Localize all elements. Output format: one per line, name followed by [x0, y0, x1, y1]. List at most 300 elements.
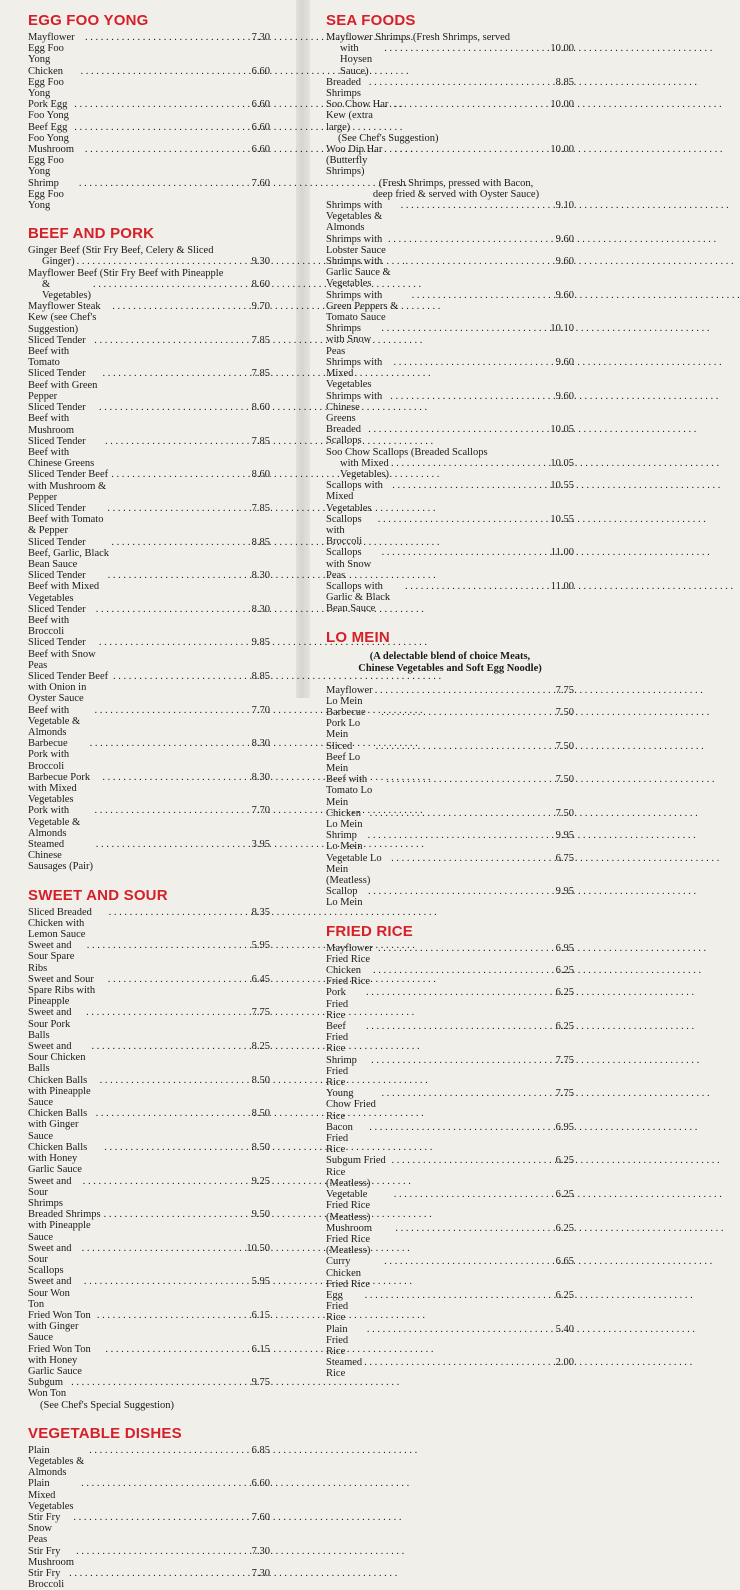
- menu-item: [326, 830, 574, 852]
- menu-item-name: Mushroom Egg Foo Yong: [28, 144, 75, 178]
- leader-dots: [364, 1357, 553, 1368]
- leader-dots: [376, 741, 554, 752]
- menu-item-price: 7.85: [251, 435, 270, 447]
- leader-dots: [74, 122, 249, 133]
- menu-item-name: Sliced Tender Beef with Tomato & Pepper: [28, 502, 104, 537]
- menu-item: [326, 774, 574, 808]
- leader-dots: [74, 99, 249, 110]
- menu-item: [28, 1007, 270, 1041]
- menu-item: [28, 1512, 270, 1546]
- menu-item-name: Curry Chicken Fried Rice: [326, 1256, 371, 1290]
- menu-item-name: Fried Won Ton with Ginger Sauce: [28, 1309, 91, 1344]
- menu-item-price: 10.10: [550, 323, 574, 335]
- leader-dots: [105, 1344, 249, 1355]
- leader-dots: [392, 480, 548, 491]
- menu-item-price: 8.35: [251, 906, 270, 918]
- menu-item: [326, 447, 574, 481]
- menu-item-price: 9.95: [555, 830, 574, 842]
- menu-item-name: Scallops with Garlic & Black Bean Sauce: [326, 580, 391, 615]
- section-sea-foods: [326, 12, 574, 615]
- menu-item-price: 6.60: [251, 1478, 270, 1490]
- menu-item: [28, 1445, 270, 1479]
- menu-item-price: 8.60: [251, 469, 270, 481]
- menu-item-name: Shrimps with Garlic Sauce & Vegetables: [326, 256, 391, 290]
- leader-dots: [104, 1142, 249, 1153]
- menu-item-price: 6.25: [555, 1222, 574, 1234]
- menu-item: [28, 1176, 270, 1210]
- menu-item-price: 10.05: [550, 424, 574, 436]
- section-title: SWEET AND SOUR: [28, 886, 168, 904]
- menu-item: [326, 685, 574, 707]
- leader-dots: [412, 290, 554, 301]
- menu-item-price: 7.75: [555, 684, 574, 696]
- menu-item: [326, 424, 574, 446]
- leader-dots: [94, 805, 249, 816]
- leader-dots: [94, 705, 249, 716]
- leader-dots: [405, 256, 553, 267]
- menu-item: [28, 469, 270, 503]
- menu-item-name: Ginger Beef (Stir Fry Beef, Celery & Sliced: [28, 245, 214, 257]
- menu-item-name: Shrimps with Green Peppers & Tomato Sauce: [326, 289, 399, 324]
- menu-item: [28, 122, 270, 144]
- menu-item: [326, 987, 574, 1021]
- menu-item: [28, 368, 270, 402]
- menu-item-price: 9.10: [555, 200, 574, 212]
- menu-item: [326, 200, 574, 234]
- menu-item-price: 7.30: [251, 1568, 270, 1579]
- menu-item-price: 6.25: [555, 987, 574, 999]
- menu-item-name: Breaded Shrimps with Pineapple Sauce: [28, 1209, 101, 1243]
- leader-dots: [99, 402, 250, 413]
- menu-item-price: 10.55: [550, 480, 574, 492]
- menu-item-price: 9.60: [555, 233, 574, 245]
- menu-item: [28, 1568, 270, 1590]
- leader-dots: [102, 368, 249, 379]
- leader-dots: [105, 436, 250, 447]
- menu-item-price: 8.50: [251, 1074, 270, 1086]
- leader-dots: [405, 581, 549, 592]
- menu-item-name: Sliced Tender Beef with Mixed Vegetables: [28, 570, 100, 604]
- menu-item-price: 3.95: [251, 839, 270, 851]
- menu-item-price: 7.70: [251, 805, 270, 817]
- menu-item-price: 9.85: [251, 637, 270, 649]
- leader-dots: [71, 1377, 249, 1388]
- menu-item: [326, 391, 574, 425]
- menu-item: [28, 1344, 270, 1378]
- leader-dots: [381, 1088, 553, 1099]
- menu-item-name-cont: with Hoysen Sauce): [340, 43, 373, 77]
- menu-item: [326, 77, 574, 99]
- menu-item: [28, 1041, 270, 1075]
- menu-item-price: 7.50: [555, 774, 574, 786]
- menu-item-price: 8.50: [251, 1141, 270, 1153]
- menu-item: [28, 1243, 270, 1277]
- section-egg-foo-yong: [28, 12, 270, 211]
- menu-item: [326, 1223, 574, 1257]
- leader-dots: [73, 1512, 249, 1523]
- menu-item-name-cont: & Vegetables): [42, 278, 91, 302]
- menu-item-name: Sliced Tender Beef with Broccoli: [28, 603, 86, 638]
- leader-dots: [394, 144, 548, 155]
- menu-item: [28, 805, 270, 839]
- menu-item: [326, 1357, 574, 1379]
- leader-dots: [113, 671, 250, 682]
- menu-item-price: 7.85: [251, 502, 270, 514]
- section-sweet-and-sour: [28, 887, 270, 1411]
- menu-item-name: Shrimps with Mixed Vegetables: [326, 356, 383, 391]
- menu-item-name: Shrimps with Lobster Sauce: [326, 233, 386, 256]
- menu-item: [326, 547, 574, 581]
- menu-item-name: Subgum Won Ton: [28, 1377, 67, 1400]
- menu-item: [28, 940, 270, 974]
- menu-item-name: Woo Dip Har (Butterfly Shrimps): [326, 144, 383, 178]
- menu-item: [326, 32, 574, 77]
- menu-item: [326, 853, 574, 887]
- menu-item: [28, 637, 270, 671]
- menu-item-name: Breaded Shrimps: [326, 76, 362, 100]
- menu-item-price: 11.00: [550, 580, 574, 592]
- leader-dots: [368, 424, 548, 435]
- menu-item-name: Pork Fried Rice: [326, 987, 349, 1021]
- menu-item: [28, 974, 270, 1008]
- menu-item: [28, 402, 270, 436]
- leader-dots: [82, 1243, 245, 1254]
- menu-item-price: 5.95: [251, 940, 270, 952]
- menu-item-name: Subgum Fried Rice (Meatless): [326, 1155, 386, 1189]
- menu-item-name: Sliced Breaded Chicken with Lemon Sauce: [28, 906, 92, 941]
- leader-dots: [381, 323, 548, 334]
- menu-item-name: Barbecue Pork with Mixed Vegetables: [28, 771, 91, 806]
- menu-item-name: Vegetable Fried Rice (Meatless): [326, 1189, 371, 1223]
- leader-dots: [386, 774, 553, 785]
- menu-item-price: 8.85: [251, 536, 270, 548]
- leader-dots: [384, 1256, 553, 1267]
- menu-item-price: 5.40: [555, 1323, 574, 1335]
- menu-item: [28, 570, 270, 604]
- menu-item: [326, 965, 574, 987]
- menu-item: [326, 1122, 574, 1156]
- menu-item-price: 5.95: [251, 1276, 270, 1288]
- leader-dots: [378, 514, 549, 525]
- menu-item: [326, 514, 574, 548]
- menu-item-name: Sweet and Sour Pork Balls: [28, 1007, 72, 1041]
- menu-item: [28, 604, 270, 638]
- menu-item-price: 10.05: [550, 457, 574, 469]
- note-line: (A delectable blend of choice Meats,: [369, 650, 531, 662]
- menu-item-note: (Fresh Shrimps, pressed with Bacon,: [378, 177, 534, 189]
- leader-dots: [85, 144, 250, 155]
- menu-item-name: Sliced Tender Beef with Snow Peas: [28, 637, 96, 671]
- menu-item-price: 7.50: [555, 807, 574, 819]
- leader-dots: [111, 537, 249, 548]
- menu-item-name: Plain Fried Rice: [326, 1323, 349, 1357]
- leader-dots: [92, 1041, 250, 1052]
- menu-item: [28, 1108, 270, 1142]
- menu-item: [28, 537, 270, 571]
- menu-item: [326, 256, 574, 290]
- leader-dots: [96, 839, 250, 850]
- section-title: SEA FOODS: [326, 12, 416, 29]
- menu-item-price: 7.50: [555, 740, 574, 752]
- leader-dots: [104, 1209, 250, 1220]
- leader-dots: [69, 1568, 249, 1579]
- menu-item-name-cont: with Mixed Vegetables): [340, 457, 389, 480]
- menu-item-name: Plain Vegetables & Almonds: [28, 1444, 85, 1479]
- menu-item-price: 9.25: [251, 1175, 270, 1187]
- menu-item-price: 6.60: [251, 99, 270, 111]
- section-title: FRIED RICE: [326, 922, 414, 940]
- menu-item: [28, 268, 270, 302]
- menu-item-price: 9.60: [555, 256, 574, 268]
- menu-item-name: Shrimps with Chinese Greens: [326, 390, 383, 424]
- menu-item: [326, 1155, 574, 1189]
- menu-item-name: Mayflower Shrimps (Fresh Shrimps, served: [326, 32, 511, 43]
- menu-item-price: 9.60: [555, 356, 574, 368]
- menu-item-name: Soo Chow Har Kew (extra large): [326, 99, 389, 133]
- menu-item-price: 9.70: [251, 301, 270, 313]
- leader-dots: [99, 637, 250, 648]
- menu-item-name: Mayflower Beef (Stir Fry Beef with Pineapple: [28, 267, 224, 279]
- menu-item-name: Scallops with Broccoli: [326, 513, 363, 548]
- menu-item: [326, 480, 574, 514]
- leader-dots: [93, 279, 250, 290]
- menu-item: [326, 886, 574, 908]
- menu-item: [326, 1290, 574, 1324]
- menu-item-price: 7.60: [251, 177, 270, 189]
- menu-item-price: 8.30: [251, 570, 270, 582]
- menu-item-price: 8.60: [251, 402, 270, 414]
- menu-item-price: 9.60: [555, 289, 574, 301]
- menu-item-price: 6.60: [251, 65, 270, 77]
- note-line: Chinese Vegetables and Soft Egg Noodle): [358, 662, 542, 674]
- menu-item-price: 6.25: [555, 1155, 574, 1167]
- menu-item-name: Stir Fry Mushroom: [28, 1545, 75, 1568]
- section-lo-mein: [326, 629, 574, 909]
- leader-dots: [96, 604, 250, 615]
- leader-dots: [79, 178, 250, 189]
- menu-item-price: 8.60: [251, 278, 270, 290]
- menu-item-name: Chicken Balls with Honey Garlic Sauce: [28, 1141, 88, 1176]
- menu-item: [326, 290, 574, 324]
- menu-item-name: Mayflower Egg Foo Yong: [28, 32, 75, 66]
- menu-item-name: Mayflower Lo Mein: [326, 684, 373, 707]
- menu-item: [28, 671, 270, 705]
- menu-item-price: 8.85: [251, 670, 270, 682]
- menu-item-price: 8.30: [251, 771, 270, 783]
- leader-dots: [370, 808, 554, 819]
- menu-item-price: 7.75: [555, 1054, 574, 1066]
- menu-item-price: 7.75: [251, 1007, 270, 1019]
- menu-item-name: Barbecue Pork with Broccoli: [28, 738, 70, 772]
- menu-item-name: Bacon Fried Rice: [326, 1121, 353, 1156]
- leader-dots: [382, 547, 549, 558]
- leader-dots: [97, 1310, 250, 1321]
- menu-item-name: Fried Won Ton with Honey Garlic Sauce: [28, 1343, 91, 1377]
- menu-item-price: 6.25: [555, 965, 574, 977]
- menu-item-name: Steamed Rice: [326, 1357, 363, 1380]
- menu-item-price: 6.75: [555, 852, 574, 864]
- menu-item: [326, 943, 574, 965]
- menu-item-price: 8.50: [251, 1108, 270, 1120]
- menu-item-name: Breaded Scallops: [326, 424, 362, 447]
- menu-item-name: Young Chow Fried Rice: [326, 1088, 376, 1122]
- menu-item-name: Beef Fried Rice: [326, 1021, 349, 1055]
- menu-item: [326, 323, 574, 357]
- menu-item: [28, 32, 270, 66]
- menu-item-price: 9.95: [555, 886, 574, 898]
- menu-item-price: 6.25: [555, 1189, 574, 1201]
- menu-item: [28, 738, 270, 772]
- menu-item-price: 8.25: [251, 1041, 270, 1053]
- leader-dots: [388, 234, 554, 245]
- menu-item-price: 10.50: [246, 1242, 270, 1254]
- menu-item: [28, 436, 270, 470]
- leader-dots: [371, 1055, 553, 1066]
- menu-item: [28, 1310, 270, 1344]
- menu-item-price: 11.00: [550, 547, 574, 559]
- menu-item-name: Scallops with Snow Peas: [326, 547, 372, 581]
- leader-dots: [367, 1324, 554, 1335]
- leader-dots: [391, 458, 548, 469]
- leader-dots: [109, 907, 250, 918]
- leader-dots: [401, 200, 554, 211]
- menu-item: [326, 741, 574, 775]
- leader-dots: [378, 943, 554, 954]
- menu-item-price: 6.60: [251, 121, 270, 133]
- menu-item-price: 6.60: [251, 144, 270, 156]
- menu-item-price: 6.65: [555, 1256, 574, 1268]
- menu-item: [326, 707, 574, 741]
- section-beef-and-pork: [28, 225, 270, 872]
- menu-item-price: 9.60: [555, 390, 574, 402]
- menu-item-price: 6.85: [251, 1444, 270, 1456]
- menu-item: [326, 1324, 574, 1358]
- menu-item-name: Chicken Balls with Pineapple Sauce: [28, 1074, 91, 1109]
- leader-dots: [369, 77, 554, 88]
- leader-dots: [392, 1155, 554, 1166]
- leader-dots: [373, 965, 554, 976]
- menu-item-name: Pork with Vegetable & Almonds: [28, 805, 81, 839]
- menu-item: [28, 1377, 270, 1399]
- menu-item-name: Shrimps with Snow Peas: [326, 323, 372, 357]
- menu-item-price: 10.55: [550, 513, 574, 525]
- menu-item-name: Stir Fry Broccoli: [28, 1568, 65, 1590]
- menu-item-name: Sweet and Sour Chicken Balls: [28, 1041, 86, 1075]
- menu-item: [326, 1256, 574, 1290]
- menu-item: [28, 301, 270, 335]
- menu-item-price: 7.70: [251, 704, 270, 716]
- menu-item-name: Sweet and Sour Shrimps: [28, 1175, 72, 1209]
- menu-item-name: Sliced Tender Beef with Mushroom: [28, 402, 86, 436]
- leader-dots: [394, 1189, 554, 1200]
- menu-item-price: 6.15: [251, 1309, 270, 1321]
- leader-dots: [77, 256, 250, 267]
- menu-item: [28, 1209, 270, 1243]
- menu-item-price: 10.00: [550, 99, 574, 111]
- menu-item-name: Beef with Vegetable & Almonds: [28, 704, 81, 738]
- section-title: EGG FOO YONG: [28, 12, 149, 29]
- menu-item-name: Stir Fry Snow Peas: [28, 1511, 61, 1546]
- leader-dots: [87, 940, 250, 951]
- menu-item: [28, 772, 270, 806]
- leader-dots: [84, 1276, 250, 1287]
- menu-item-name: Sliced Tender Beef with Chinese Greens: [28, 435, 95, 470]
- leader-dots: [381, 707, 553, 718]
- menu-item-name: Sweet and Sour Spare Ribs with Pineapple: [28, 973, 96, 1008]
- menu-item: [326, 99, 574, 133]
- menu-item-name: Sweet and Sour Won Ton: [28, 1276, 72, 1310]
- menu-item-price: 6.25: [555, 1021, 574, 1033]
- menu-item: [28, 245, 270, 267]
- leader-dots: [89, 1445, 250, 1456]
- menu-item-name: Chicken Fried Rice: [326, 965, 371, 988]
- menu-item-name: Egg Fried Rice: [326, 1289, 349, 1324]
- menu-item-name: Mayflower Fried Rice: [326, 942, 373, 965]
- leader-dots: [81, 1478, 250, 1489]
- menu-item-price: 6.15: [251, 1343, 270, 1355]
- menu-item-name: Steamed Chinese Sausages (Pair): [28, 839, 94, 873]
- menu-item-name: Chicken Egg Foo Yong: [28, 65, 64, 100]
- menu-item-price: 7.75: [555, 1088, 574, 1100]
- menu-item-price: 9.50: [251, 1209, 270, 1221]
- menu-item-price: 9.30: [251, 256, 270, 268]
- menu-item: [28, 335, 270, 369]
- leader-dots: [81, 66, 250, 77]
- leader-dots: [368, 886, 554, 897]
- menu-item-price: 7.50: [555, 706, 574, 718]
- menu-item-name: Beef with Tomato Lo Mein: [326, 774, 373, 808]
- menu-item-name: Mushroom Fried Rice (Meatless): [326, 1222, 373, 1257]
- menu-item: [28, 66, 270, 100]
- menu-item: [28, 705, 270, 739]
- menu-item: [28, 144, 270, 178]
- leader-dots: [107, 503, 249, 514]
- leader-dots: [366, 987, 554, 998]
- menu-item-name: Shrimps with Vegetables & Almonds: [326, 200, 383, 234]
- menu-item-price: 7.85: [251, 368, 270, 380]
- leader-dots: [108, 570, 250, 581]
- leader-dots: [395, 1223, 553, 1234]
- menu-item-price: 10.00: [550, 43, 574, 55]
- menu-item: [326, 808, 574, 830]
- leader-dots: [85, 32, 250, 43]
- leader-dots: [96, 1108, 250, 1119]
- menu-item-name: Sliced Beef Lo Mein: [326, 740, 361, 774]
- leader-dots: [102, 772, 249, 783]
- menu-item-name: Mayflower Steak Kew (see Chef's Suggestion): [28, 301, 101, 335]
- menu-item: [326, 357, 574, 391]
- leader-dots: [394, 99, 549, 110]
- menu-item-name: Chicken Lo Mein: [326, 807, 363, 830]
- leader-dots: [90, 738, 250, 749]
- leader-dots: [394, 357, 554, 368]
- section-vegetable-dishes: [28, 1425, 270, 1590]
- menu-item-name: Sweet and Sour Spare Ribs: [28, 940, 75, 974]
- menu-item-price: 6.45: [251, 973, 270, 985]
- leader-dots: [390, 391, 553, 402]
- menu-item-name: Pork Egg Foo Yong: [28, 99, 69, 122]
- leader-dots: [375, 685, 554, 696]
- menu-item: [28, 1276, 270, 1310]
- footnote: (See Chef's Special Suggestion): [40, 1399, 174, 1411]
- menu-item-name: Barbecue Pork Lo Mein: [326, 706, 366, 741]
- leader-dots: [86, 1007, 250, 1018]
- menu-item-price: 7.30: [251, 32, 270, 43]
- menu-column-left: [0, 0, 296, 1590]
- menu-item-price: 10.00: [550, 144, 574, 156]
- menu-item: [28, 1142, 270, 1176]
- menu-item: [28, 1546, 270, 1568]
